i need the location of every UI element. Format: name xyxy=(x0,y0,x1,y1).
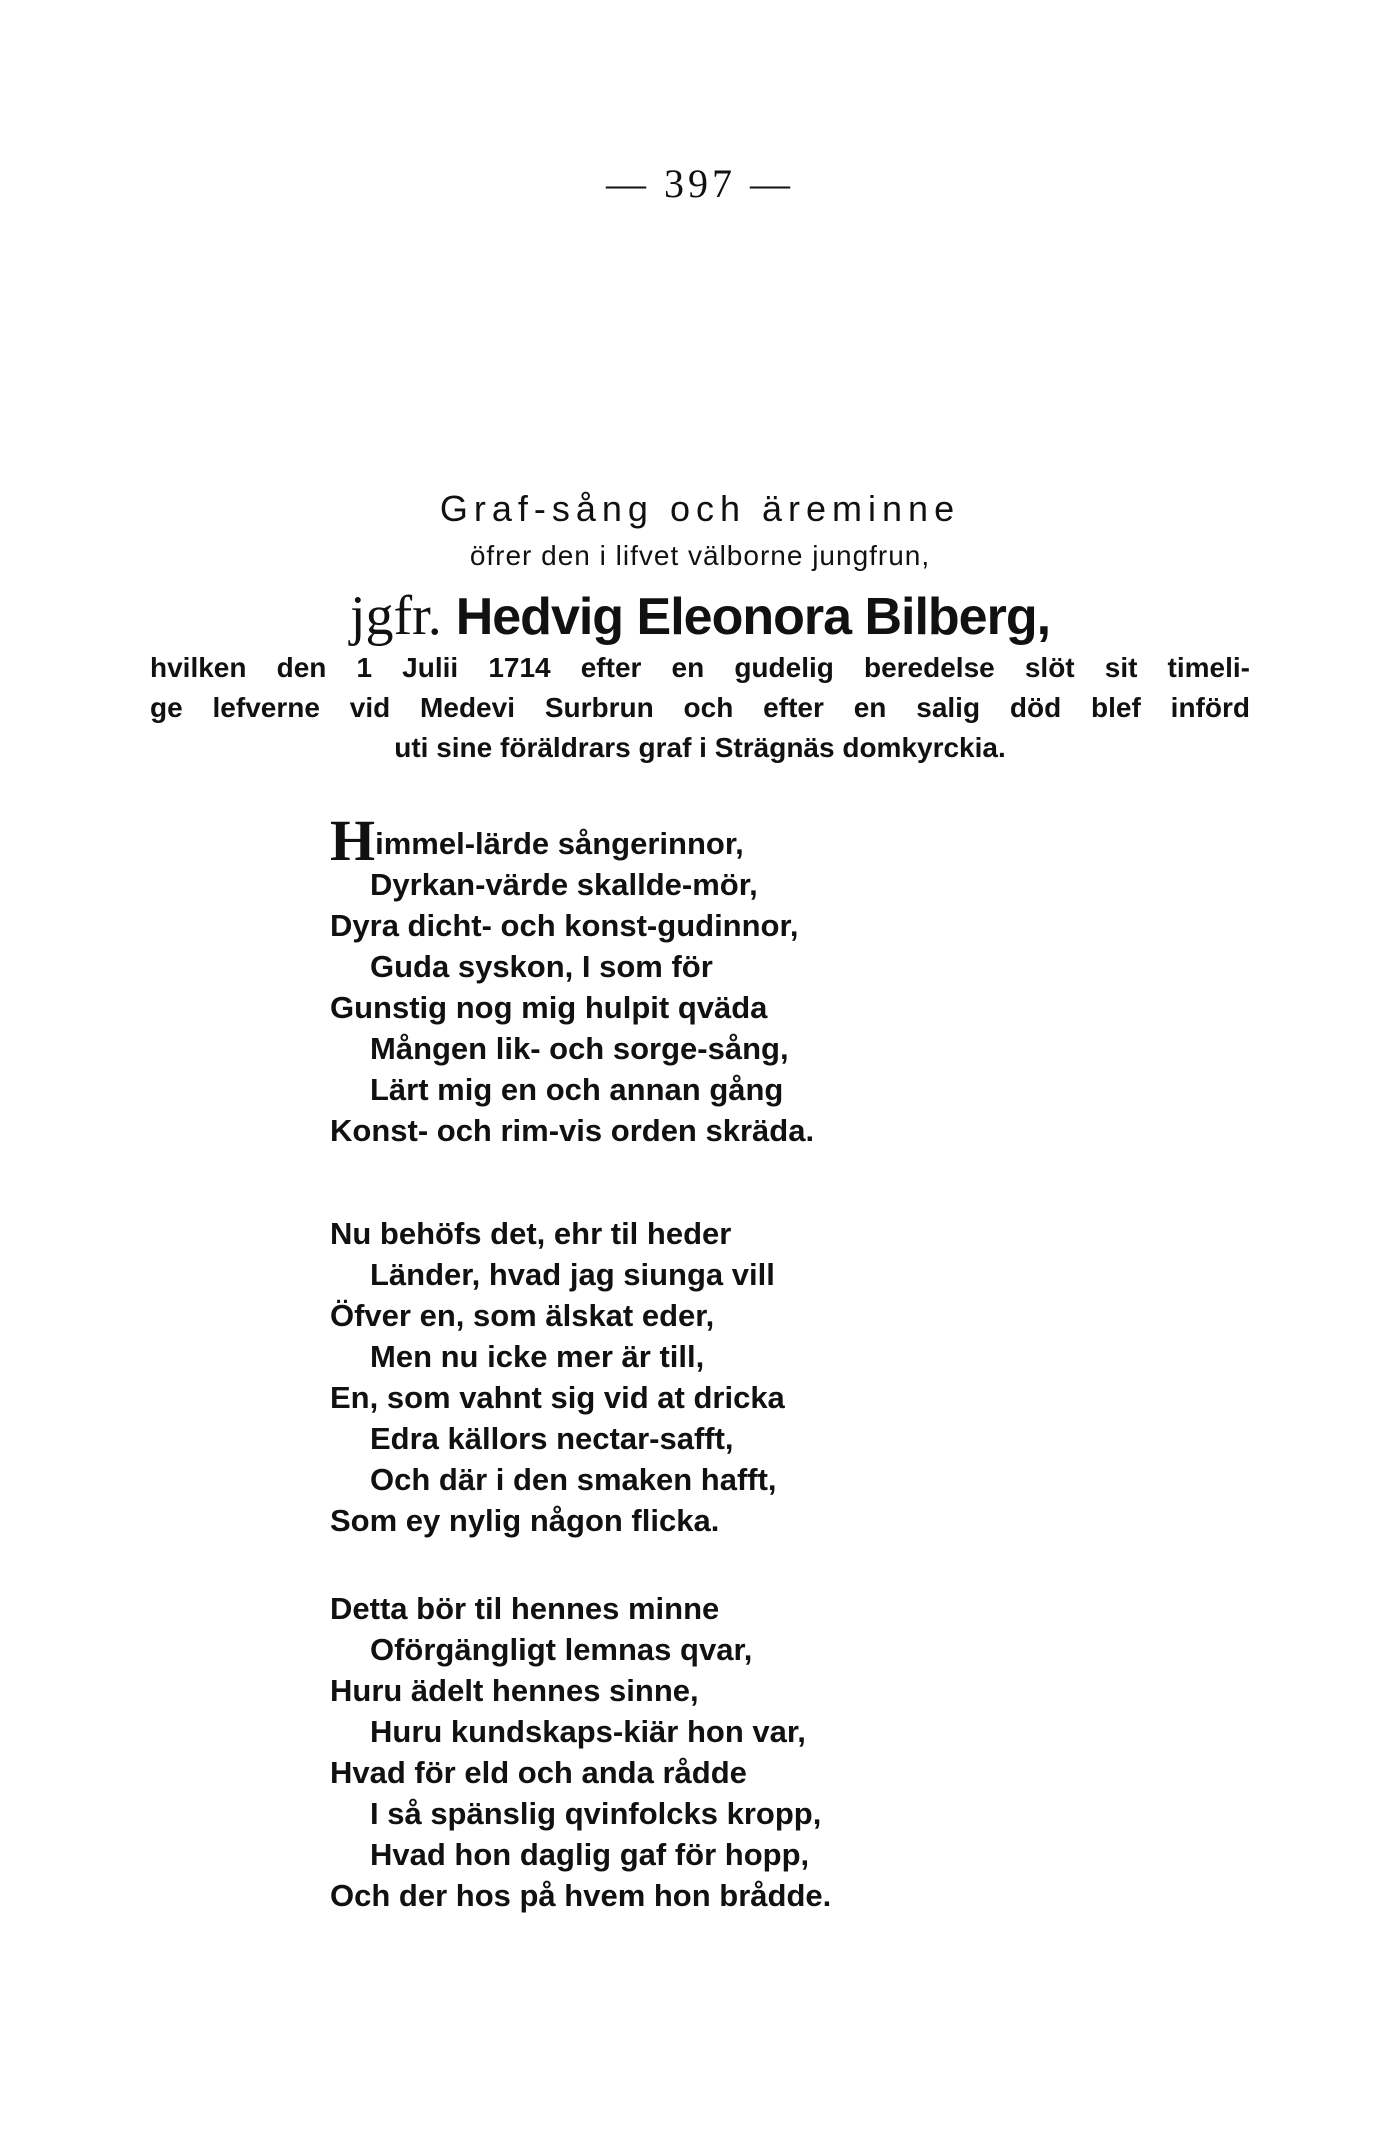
intro-line: ge lefverne vid Medevi Surbrun och efter en salig död blef införd xyxy=(150,692,1250,723)
intro-line: uti sine föräldrars graf i Strägnäs domkyrckia. xyxy=(394,732,1006,763)
verse-line: Konst- och rim-vis orden skräda. xyxy=(330,1113,815,1148)
verse-line: Hvad för eld och anda rådde xyxy=(330,1755,747,1790)
poem-title: Graf-sång och äreminne xyxy=(439,488,961,529)
verse-line: Och der hos på hvem hon brådde. xyxy=(330,1878,832,1913)
honoree-name-line xyxy=(0,586,1400,647)
drop-initial: H xyxy=(330,808,376,873)
verse-line xyxy=(330,808,1030,873)
verse-line: Edra källors nectar-safft, xyxy=(370,1421,734,1456)
verse-line: Mången lik- och sorge-sång, xyxy=(370,1031,789,1066)
page-number: — 397 — xyxy=(606,161,794,206)
verse-line: En, som vahnt sig vid at dricka xyxy=(330,1380,785,1415)
verse-line: Dyrkan-värde skallde-mör, xyxy=(370,867,758,902)
honoree-name: Hedvig Eleonora Bilberg, xyxy=(455,588,1051,646)
verse-line-text: immel-lärde sångerinnor, xyxy=(375,826,744,861)
verse-line: Lärt mig en och annan gång xyxy=(370,1072,784,1107)
dedication-line: öfrer den i lifvet välborne jungfrun, xyxy=(469,540,931,571)
verse-line: Men nu icke mer är till, xyxy=(370,1339,705,1374)
verse-line: Dyra dicht- och konst-gudinnor, xyxy=(330,908,799,943)
stanza-3 xyxy=(330,1588,1030,1916)
verse-line: Oförgängligt lemnas qvar, xyxy=(370,1632,753,1667)
verse-line: Huru ädelt hennes sinne, xyxy=(330,1673,699,1708)
name-prefix: jgfr. xyxy=(349,585,442,647)
verse-line: Öfver en, som älskat eder, xyxy=(330,1298,715,1333)
stanza-2 xyxy=(330,1213,1030,1541)
verse-line: Nu behöfs det, ehr til heder xyxy=(330,1216,732,1251)
verse-line: Hvad hon daglig gaf för hopp, xyxy=(370,1837,810,1872)
verse-line: Gunstig nog mig hulpit qväda xyxy=(330,990,768,1025)
intro-line: hvilken den 1 Julii 1714 efter en gudelig beredelse slöt sit timeli- xyxy=(150,652,1250,683)
verse-line: Guda syskon, I som för xyxy=(370,949,713,984)
verse-line: Huru kundskaps-kiär hon var, xyxy=(370,1714,806,1749)
verse-line: Länder, hvad jag siunga vill xyxy=(370,1257,775,1292)
verse-line: I så spänslig qvinfolcks kropp, xyxy=(370,1796,822,1831)
verse-line: Som ey nylig någon flicka. xyxy=(330,1503,720,1538)
stanza-1 xyxy=(330,808,1030,1151)
intro-paragraph xyxy=(150,648,1250,768)
verse-line: Detta bör til hennes minne xyxy=(330,1591,720,1626)
verse-line: Och där i den smaken hafft, xyxy=(370,1462,777,1497)
